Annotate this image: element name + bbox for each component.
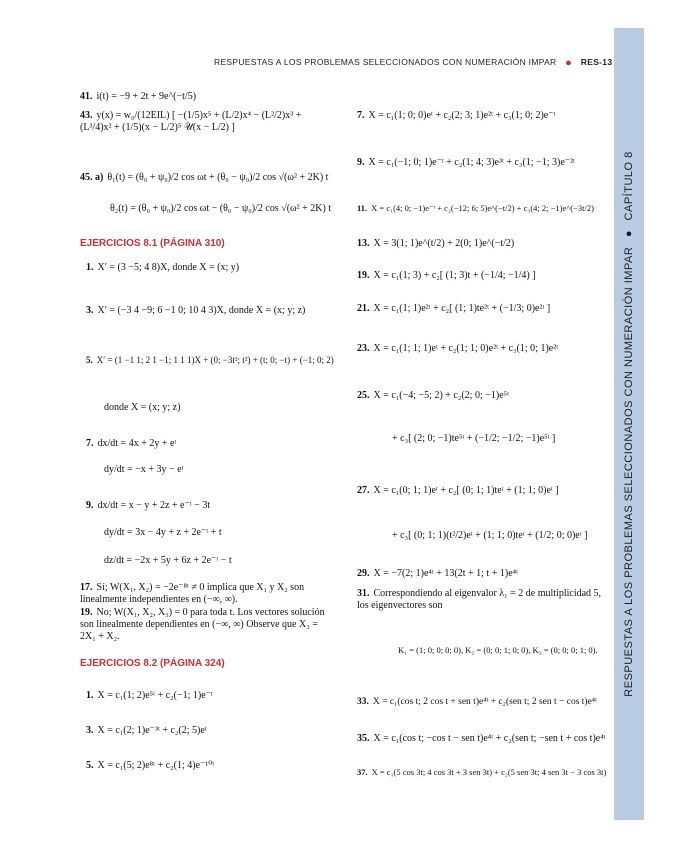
running-header (214, 56, 612, 68)
answer-8-1-9-dy: dy/dt = 3x − 4y + z + 2e⁻ᵗ + t (104, 527, 222, 538)
answer-8-1-7: 7. dx/dt = 4x + 2y + eᵗ (86, 438, 177, 449)
answer-8-2-5: 5. X = c₁(5; 2)e⁸ᵗ + c₂(1; 4)e⁻¹⁰ᵗ (86, 760, 215, 771)
answer-8-2-1: 1. X = c₁(1; 2)e⁵ᵗ + c₂(−1; 1)e⁻ᵗ (86, 690, 213, 701)
section-heading-8-2: EJERCICIOS 8.2 (PÁGINA 324) (80, 658, 225, 669)
answer-8-1-3: 3. X′ = (−3 4 −9; 6 −1 0; 10 4 3)X, donde X = (x; y; z) (86, 305, 306, 316)
bullet-icon: ● (565, 57, 573, 69)
answer-41: 41. i(t) = −9 + 2t + 9e^(−t/5) (80, 91, 197, 102)
answer-8-2-9: 9. X = c₁(−1; 0; 1)e⁻ᵗ + c₂(1; 4; 3)e³ᵗ + c₃(1; −1; 3)e⁻²ᵗ (357, 157, 575, 168)
section-heading-8-1: EJERCICIOS 8.1 (PÁGINA 310) (80, 238, 225, 249)
answer-45a: 45. a) θ₁(t) = (θ₀ + ψ₀)/2 cos ωt + (θ₀ − ψ₀)/2 cos √(ω² + 2K) t (80, 172, 329, 183)
answer-8-2-23: 23. X = c₁(1; 1; 1)eᵗ + c₂(1; 1; 0)e²ᵗ + c₃(1; 0; 1)e²ᵗ (357, 343, 559, 354)
answer-8-2-13: 13. X = 3(1; 1)e^(t/2) + 2(0; 1)e^(−t/2) (357, 238, 515, 249)
answer-8-2-7: 7. X = c₁(1; 0; 0)eᵗ + c₂(2; 3; 1)e²ᵗ + c₃(1; 0; 2)e⁻ᵗ (357, 110, 556, 121)
answer-8-1-17: 17. Sí; W(X₁, X₂) = −2e⁻⁸ᵗ ≠ 0 implica que X₁ y X₂ son linealmente independientes en (−∞, ∞). (80, 582, 305, 605)
answer-8-2-33: 33. X = c₁(cos t; 2 cos t + sen t)e⁴ᵗ + c₂(sen t; 2 sen t − cos t)e⁴ᵗ (357, 697, 597, 707)
answer-8-2-21: 21. X = c₁(1; 1)e²ᵗ + c₂[ (1; 1)te²ᵗ + (−1/3; 0)e²ᵗ ] (357, 303, 551, 314)
side-tab-chapter: CAPÍTULO 8 (623, 151, 635, 221)
answer-43: 43. y(x) = w₀/(12EIL) [ −(1/5)x⁵ + (L/2)x⁴ − (L²/2)x³ + (L³/4)x² + (1/5)(x − L/2)⁵ 𝒰(x − L/2) ] (80, 110, 302, 133)
answer-8-1-5: 5. X′ = (1 −1 1; 2 1 −1; 1 1 1)X + (0; −3t²; t²) + (t; 0; −t) + (−1; 0; 2) (86, 355, 334, 365)
bullet-icon: ● (623, 230, 635, 238)
answer-8-2-27: 27. X = c₁(0; 1; 1)eᵗ + c₂[ (0; 1; 1)teᵗ + (1; 1; 0)eᵗ ] (357, 485, 559, 496)
answer-8-1-5-note: donde X = (x; y; z) (104, 402, 181, 413)
answer-8-1-1: 1. X′ = (3 −5; 4 8)X, donde X = (x; y) (86, 262, 240, 273)
answer-8-2-31-eigenvectors: K₁ = (1; 0; 0; 0; 0), K₂ = (0; 0; 1; 0; 0), K₃ = (0; 0; 0; 1; 0). (398, 645, 598, 655)
answer-8-2-25: 25. X = c₁(−4; −5; 2) + c₂(2; 0; −1)e⁵ᵗ (357, 390, 510, 401)
answer-8-2-37: 37. X = c₁(5 cos 3t; 4 cos 3t + 3 sen 3t) + c₂(5 sen 3t; 4 sen 3t − 3 cos 3t) (357, 767, 607, 777)
answer-8-2-35: 35. X = c₁(cos t; −cos t − sen t)e⁴ᵗ + c₂(sen t; −sen t + cos t)e⁴ᵗ (357, 733, 606, 744)
answer-8-2-3: 3. X = c₁(2; 1)e⁻³ᵗ + c₂(2; 5)eᵗ (86, 725, 207, 736)
answer-45a-theta2: θ₂(t) = (θ₀ + ψ₀)/2 cos ωt − (θ₀ − ψ₀)/2 cos √(ω² + 2K) t (110, 203, 332, 214)
answer-8-2-31: 31. Correspondiendo al eigenvalor λ₁ = 2 de multiplicidad 5, los eigenvectores son (357, 588, 602, 611)
answer-8-2-25-cont: + c₃[ (2; 0; −1)te⁵ᵗ + (−1/2; −1/2; −1)e⁵ᵗ ] (392, 433, 556, 444)
chapter-side-tab (614, 28, 644, 820)
answer-8-2-19: 19. X = c₁(1; 3) + c₂[ (1; 3)t + (−1/4; −1/4) ] (357, 270, 536, 281)
answer-8-1-9-dz: dz/dt = −2x + 5y + 6z + 2e⁻ᵗ − t (104, 555, 232, 566)
answer-8-1-9: 9. dx/dt = x − y + 2z + e⁻ᵗ − 3t (86, 500, 211, 511)
side-tab-title: RESPUESTAS A LOS PROBLEMAS SELECCIONADOS CON NUMERACIÓN IMPAR (623, 246, 635, 697)
page-number: RES-13 (580, 57, 613, 67)
running-title: RESPUESTAS A LOS PROBLEMAS SELECCIONADOS CON NUMERACIÓN IMPAR (214, 57, 557, 67)
answer-8-1-7-dy: dy/dt = −x + 3y − eᵗ (104, 464, 184, 475)
answer-8-2-11: 11. X = c₁(4; 0; −1)e⁻ᵗ + c₂(−12; 6; 5)e^(−t/2) + c₃(4; 2; −1)e^(−3t/2) (357, 203, 594, 213)
answer-8-1-19: 19. No; W(X₁, X₂, X₃) = 0 para toda t. Los vectores solución son linealmente dependientes en (−∞, ∞) Observe que X₃ = 2X₁ + X₂. (80, 607, 325, 642)
answer-8-2-29: 29. X = −7(2; 1)e⁴ᵗ + 13(2t + 1; t + 1)e⁴ᵗ (357, 568, 519, 579)
answer-8-2-27-cont: + c₃[ (0; 1; 1)(t²/2)eᵗ + (1; 1; 0)teᵗ + (1/2; 0; 0)eᵗ ] (392, 530, 588, 541)
